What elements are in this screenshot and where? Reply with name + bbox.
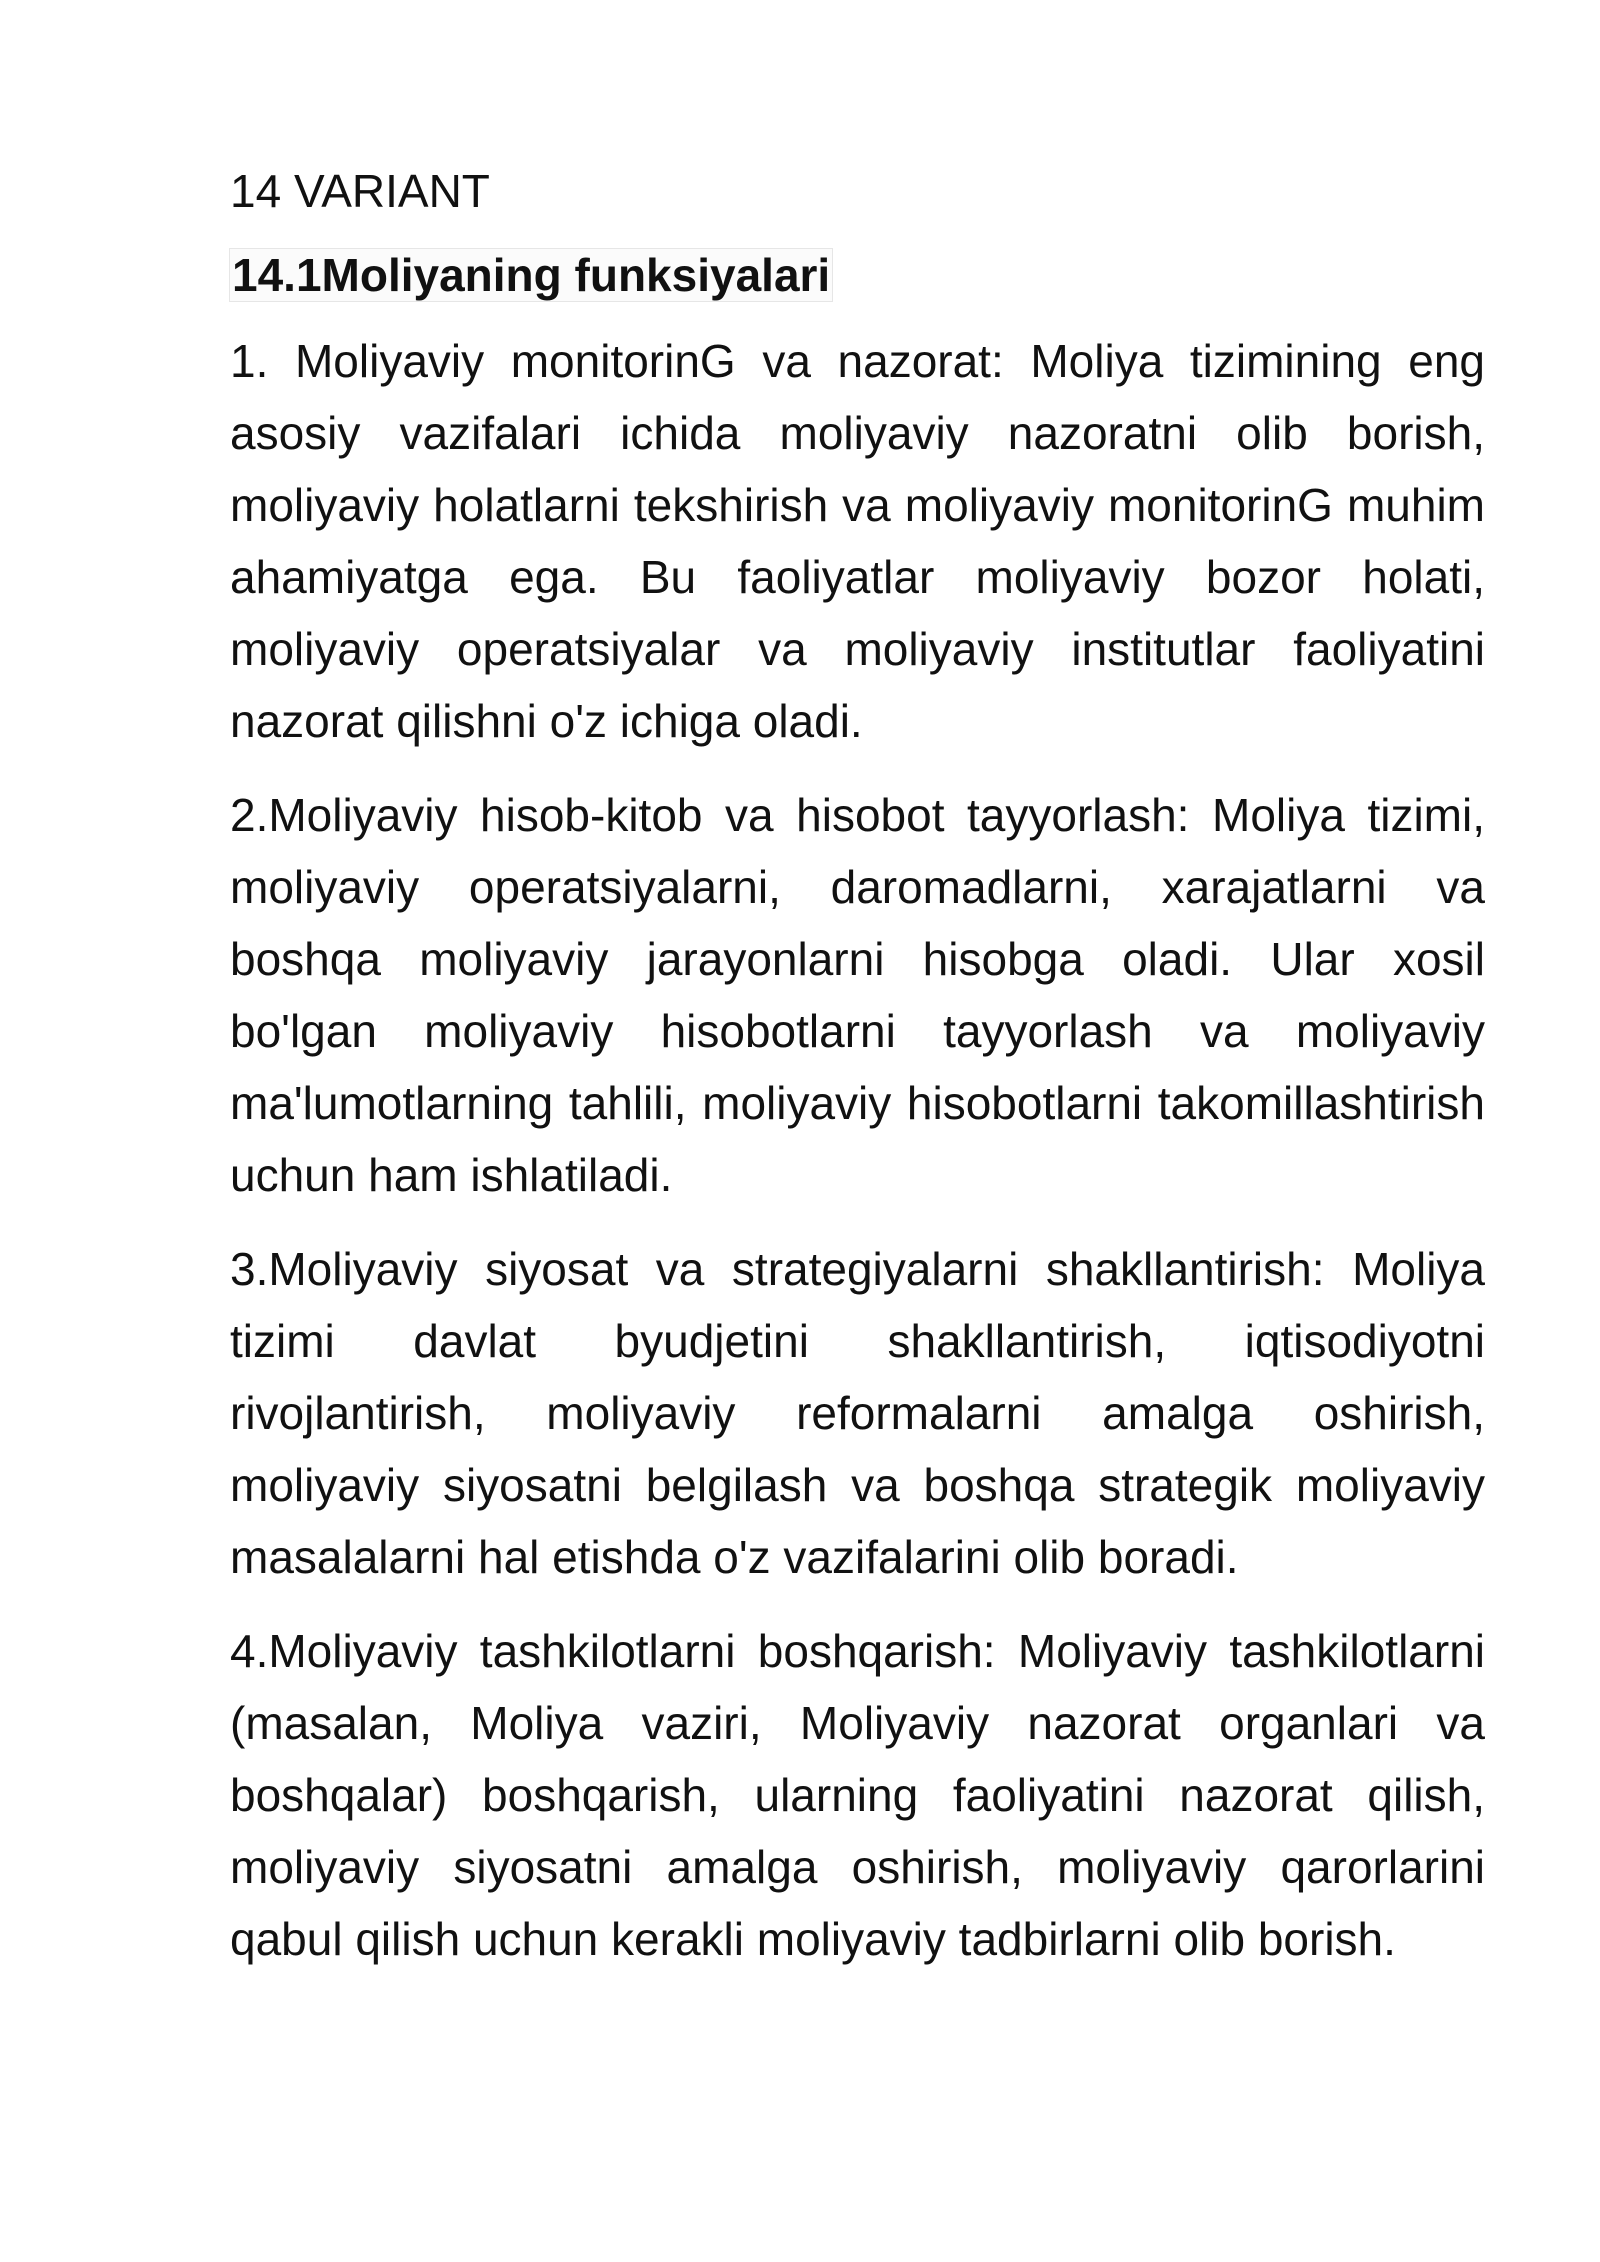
paragraph-1: 1. Moliyaviy monitorinG va nazorat: Moliya tizimining eng asosiy vazifalari ichida moliyaviy nazoratni olib borish, moliyaviy holatlarni tekshirish va moliyaviy monitorinG muhim ahamiyatga ega. Bu faoliyatlar moliyaviy bozor holati, moliyaviy operatsiyalar va moliyaviy institutlar faoliyatini nazorat qilishni o'z ichiga oladi. xyxy=(230,335,1485,747)
paragraph-2: 2.Moliyaviy hisob-kitob va hisobot tayyorlash: Moliya tizimi, moliyaviy operatsiyalarni, daromadlarni, xarajatlarni va boshqa moliyaviy jarayonlarni hisobga oladi. Ular xosil bo'lgan moliyaviy hisobotlarni tayyorlash va moliyaviy ma'lumotlarning tahlili, moliyaviy hisobotlarni takomillashtirish uchun ham ishlatiladi. xyxy=(230,789,1485,1201)
document-body xyxy=(230,155,1485,1997)
section-title-text: 14.1Moliyaning funksiyalari xyxy=(232,249,831,301)
section-title xyxy=(230,239,1485,311)
paragraph-3: 3.Moliyaviy siyosat va strategiyalarni shakllantirish: Moliya tizimi davlat byudjetini shakllantirish, iqtisodiyotni rivojlantirish, moliyaviy reformalarni amalga oshirish, moliyaviy siyosatni belgilash va boshqa strategik moliyaviy masalalarni hal etishda o'z vazifalarini olib boradi. xyxy=(230,1243,1485,1583)
paragraph-4: 4.Moliyaviy tashkilotlarni boshqarish: Moliyaviy tashkilotlarni (masalan, Moliya vaziri, Moliyaviy nazorat organlari va boshqalar) boshqarish, ularning faoliyatini nazorat qilish, moliyaviy siyosatni amalga oshirish, moliyaviy qarorlarini qabul qilish uchun kerakli moliyaviy tadbirlarni olib borish. xyxy=(230,1625,1485,1965)
variant-heading: 14 VARIANT xyxy=(230,165,490,217)
